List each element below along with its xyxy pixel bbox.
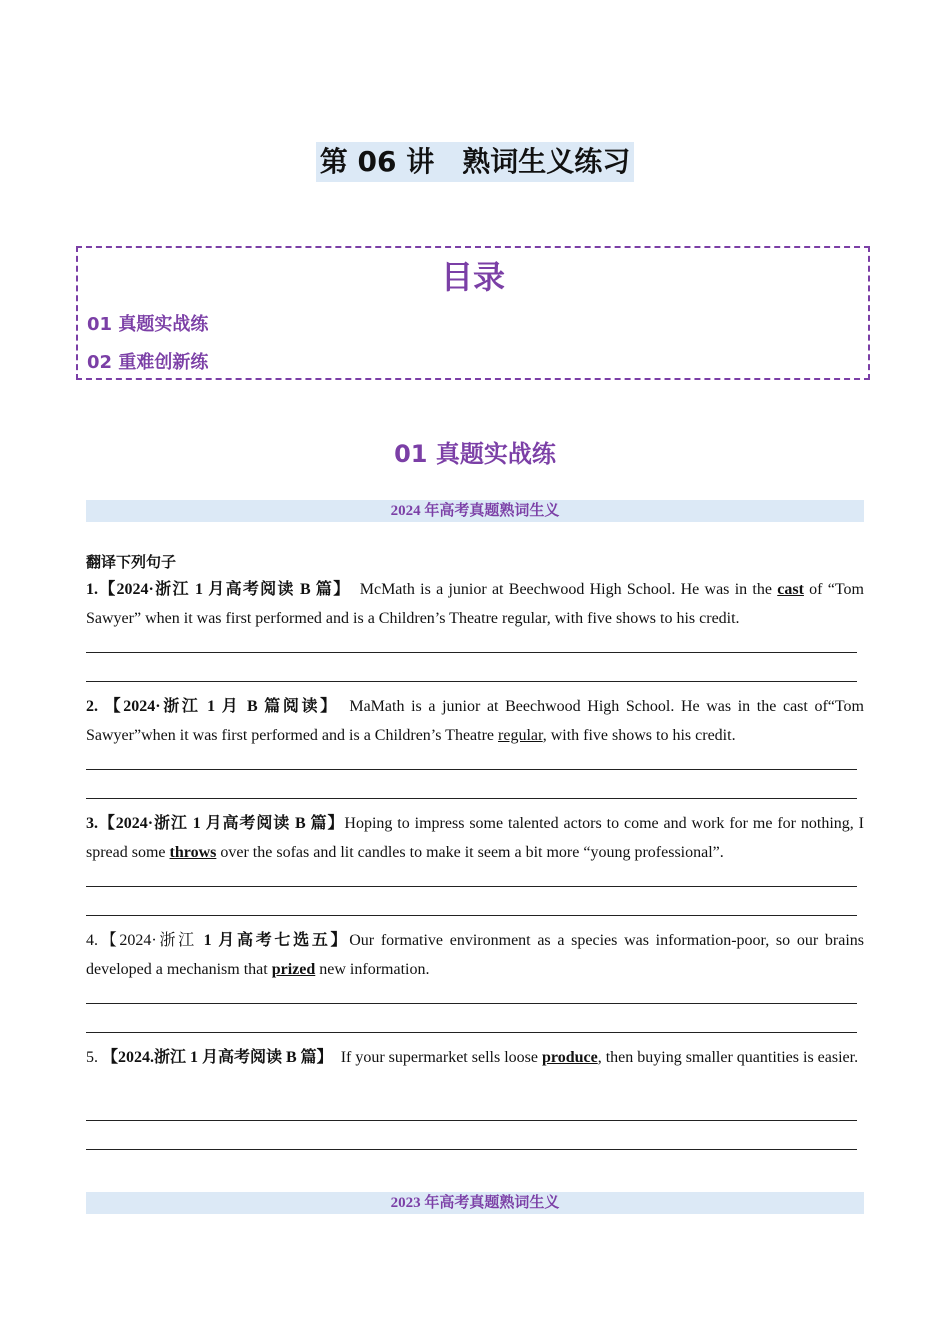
- question-text-after: new information.: [315, 961, 430, 978]
- question-number: 2.: [86, 698, 105, 715]
- question-source: 【2024·浙江 1 月高考阅读 B 篇】: [98, 581, 343, 598]
- page-title: 第 06 讲 熟词生义练习: [316, 142, 634, 182]
- question-text-after: of “Tom Sawyer” when it was first performed and is a Children’s Theatre regular, with five shows to his credit.: [86, 581, 864, 627]
- toc-item-2[interactable]: 02 重难创新练: [87, 352, 209, 373]
- answer-line[interactable]: [86, 915, 857, 916]
- question-4: [86, 926, 864, 984]
- section-heading: 01 真题实战练: [394, 440, 556, 468]
- question-source-prefix: 【2024·浙江: [98, 932, 204, 949]
- question-text-after: over the sofas and lit candles to make it seem a bit more “young professional”.: [216, 844, 724, 861]
- question-keyword: regular: [498, 727, 543, 744]
- answer-line[interactable]: [86, 652, 857, 653]
- question-3: [86, 809, 864, 867]
- question-number: 1.: [86, 581, 98, 598]
- question-text-before: Our formative environment as a species was information-poor, so our brains developed a mechanism that: [86, 932, 864, 978]
- question-number: 3.: [86, 815, 98, 832]
- question-keyword: throws: [169, 844, 217, 861]
- question-text-after: , with five shows to his credit.: [542, 727, 736, 744]
- year-band-2024: 2024 年高考真题熟词生义: [86, 500, 864, 522]
- answer-line[interactable]: [86, 886, 857, 887]
- question-text-before: If your supermarket sells loose: [324, 1049, 542, 1066]
- question-number: 5.: [86, 1049, 102, 1066]
- question-text-after: , then buying smaller quantities is easier.: [597, 1049, 859, 1066]
- answer-line[interactable]: [86, 1149, 857, 1150]
- toc-item-1[interactable]: 01 真题实战练: [87, 314, 209, 335]
- table-of-contents: [76, 246, 870, 380]
- question-text-before: Hoping to impress some talented actors to come and work for me for nothing, I spread some: [86, 815, 864, 861]
- question-source: 1 月高考七选五】: [203, 932, 350, 949]
- answer-line[interactable]: [86, 1120, 857, 1121]
- question-2: [86, 692, 864, 750]
- page-title-wrapper: [0, 142, 950, 182]
- answer-line[interactable]: [86, 1032, 857, 1033]
- question-source: 【2024.浙江 1 月高考阅读 B 篇】: [102, 1049, 325, 1066]
- answer-line[interactable]: [86, 1003, 857, 1004]
- answer-line[interactable]: [86, 769, 857, 770]
- question-text-before: MaMath is a junior at Beechwood High School. He was in the cast of“Tom Sawyer”when it was first performed and is a Children’s Theatre: [86, 698, 865, 744]
- question-keyword: cast: [777, 581, 804, 598]
- question-keyword: prized: [271, 961, 316, 978]
- instruction-text: 翻译下列句子: [86, 555, 177, 571]
- question-1: [86, 575, 864, 633]
- question-source: 【2024·浙江 1 月高考阅读 B 篇】: [98, 815, 345, 832]
- question-5: [86, 1043, 864, 1072]
- answer-line[interactable]: [86, 798, 857, 799]
- question-number: 4.: [86, 932, 98, 949]
- toc-heading: 目录: [440, 258, 505, 296]
- question-text-before: McMath is a junior at Beechwood High School. He was in the: [342, 581, 778, 598]
- question-source: 【2024·浙江 1 月 B 篇阅读】: [104, 698, 331, 715]
- year-band-2023: 2023 年高考真题熟词生义: [86, 1192, 864, 1214]
- question-keyword: produce: [541, 1049, 598, 1066]
- answer-line[interactable]: [86, 681, 857, 682]
